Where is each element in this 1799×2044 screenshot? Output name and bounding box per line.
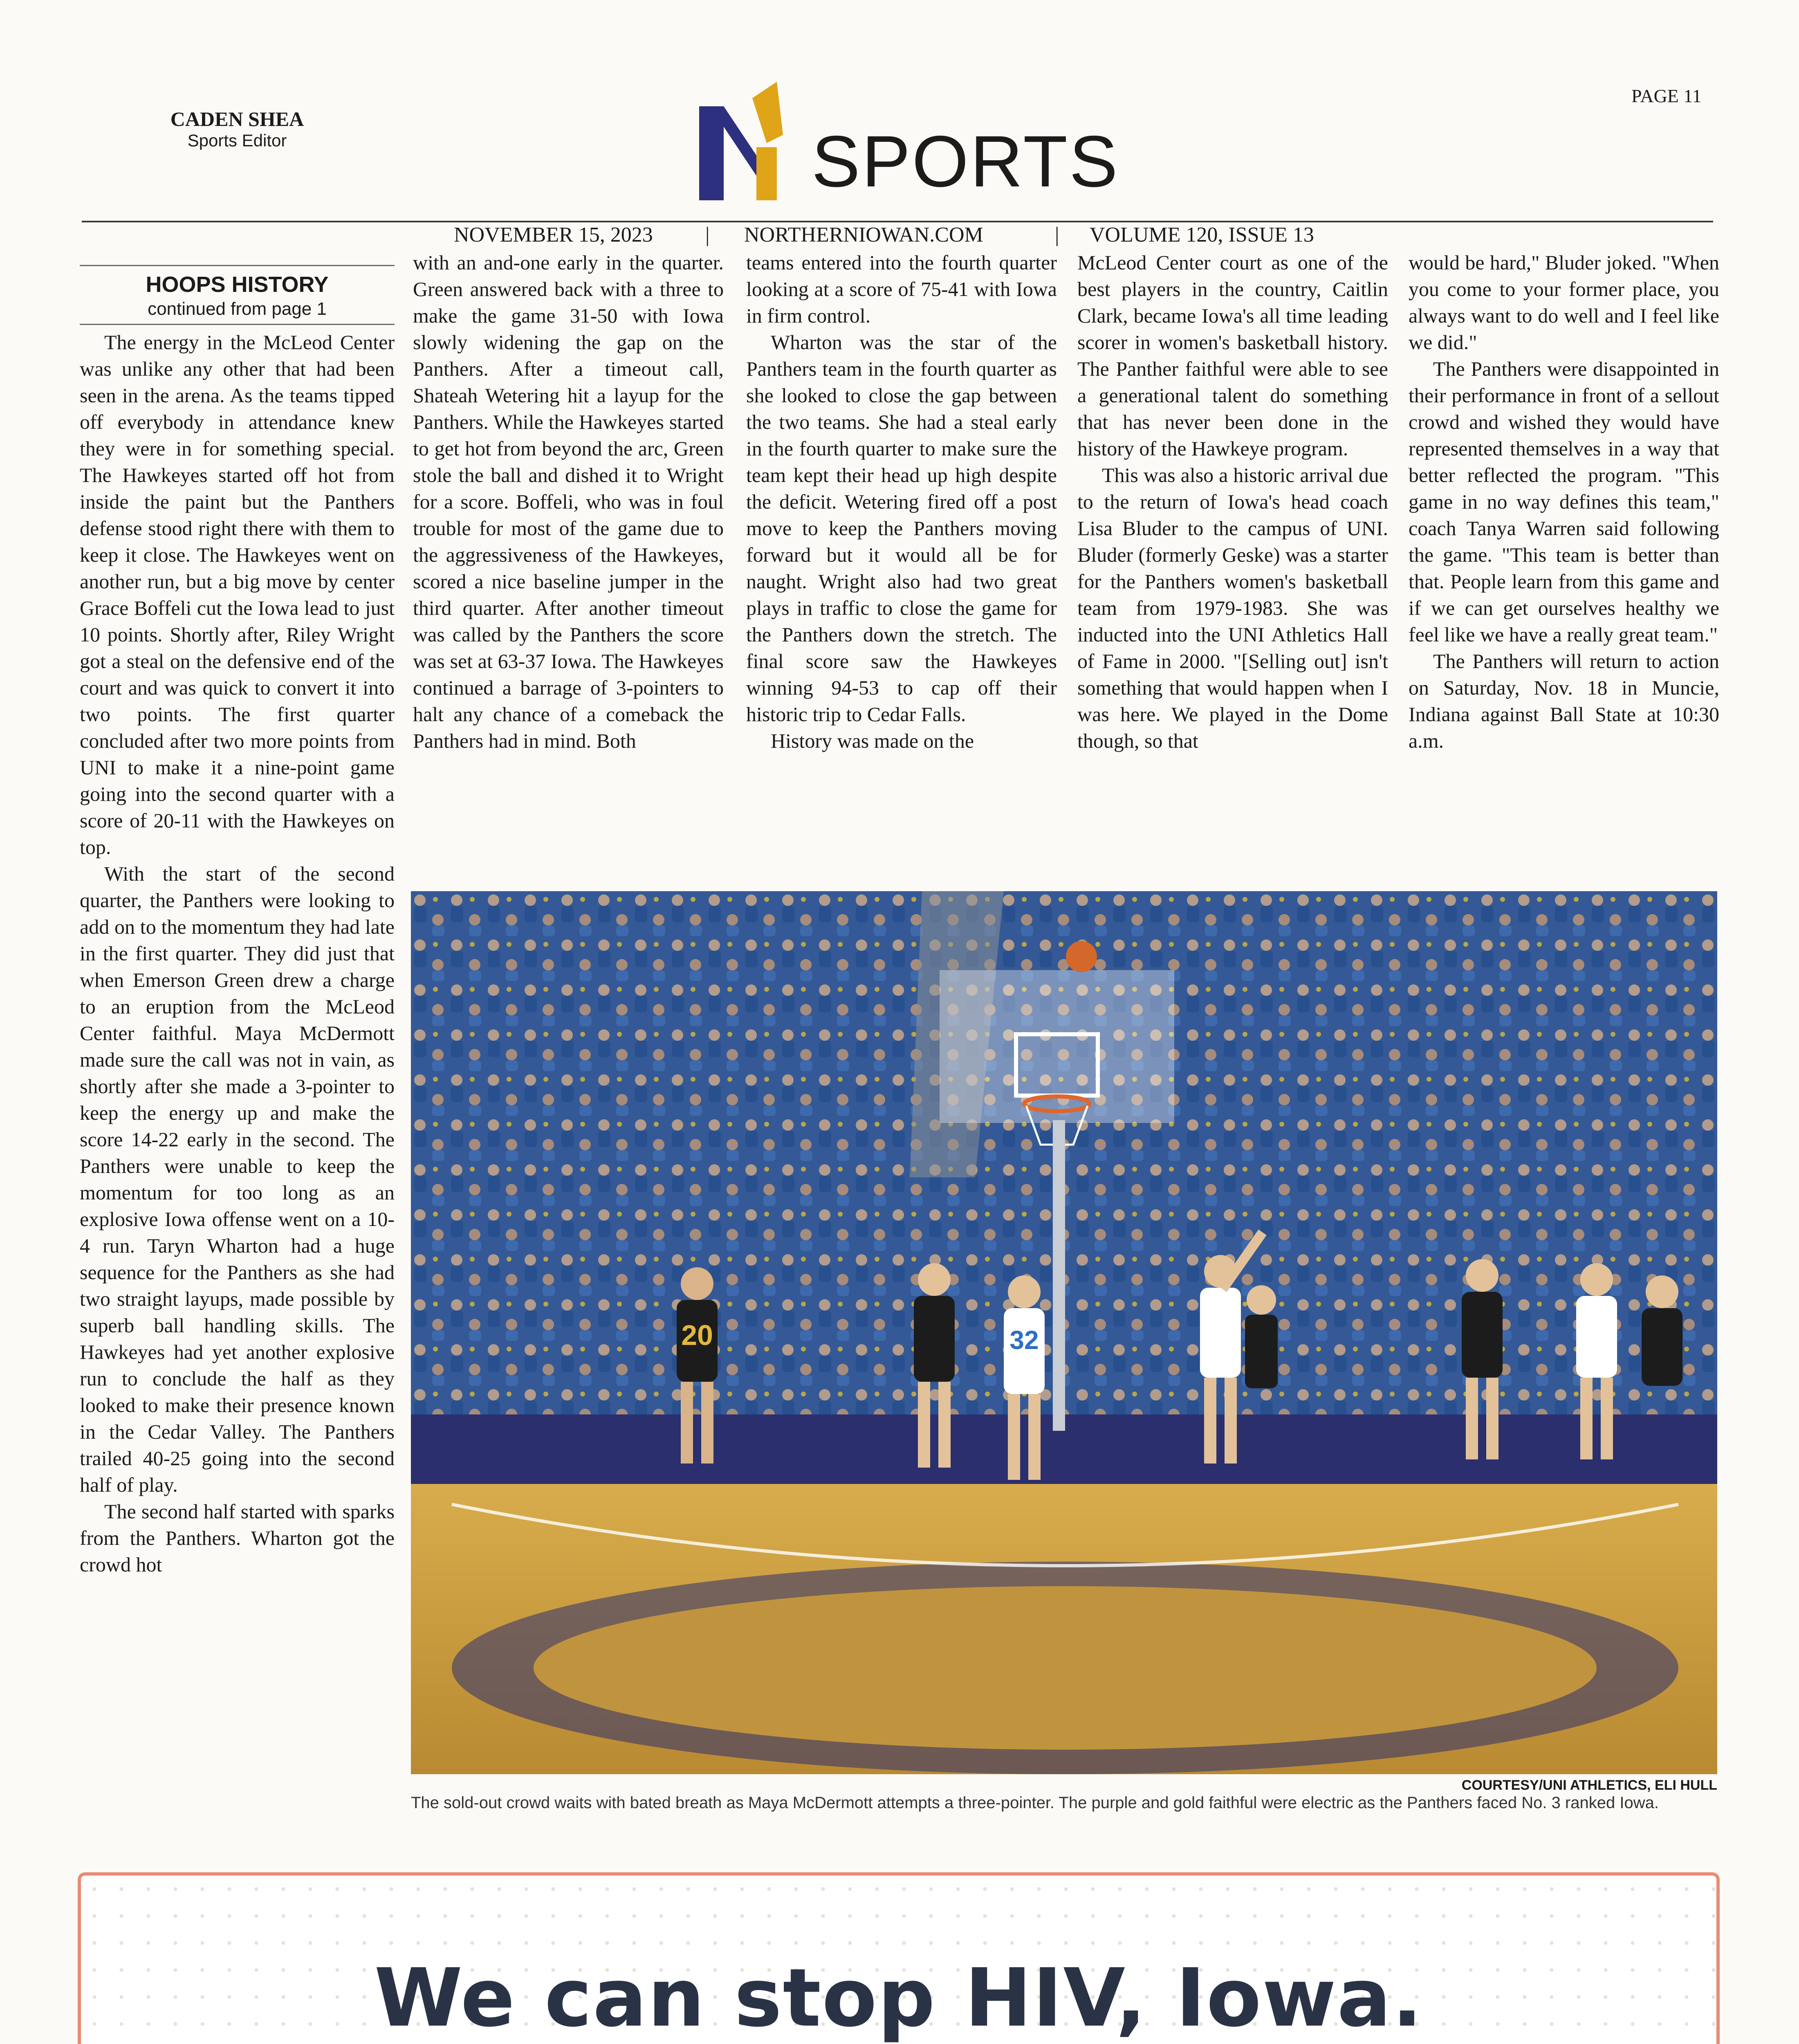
paragraph: History was made on the — [771, 729, 974, 752]
article-column-1 — [80, 329, 395, 1578]
paragraph: teams entered into the fourth quarter looking at a score of 75-41 with Iowa in firm control. — [746, 251, 1057, 327]
kicker-rule-top — [80, 265, 395, 266]
article-column-4 — [1077, 249, 1388, 754]
editor-title: Sports Editor — [187, 131, 287, 150]
northern-iowan-logo-icon — [695, 82, 801, 204]
basketball-game-photo-icon — [411, 891, 1717, 1774]
paragraph: with an and-one early in the quarter. Green answered back with a three to make the game 31-50 with Iowa slowly widening the gap on the Panthers. After a timeout call, Shateah Wetering hit a layup for the Panthers. While the Hawkeyes started to get hot from beyond the arc, Green stole the ball and dished it to Wright for a score. Boffeli, who was in foul trouble for most of the game due to the aggressiveness of the Hawkeyes, scored a nice baseline jumper in the third quarter. After another timeout was called by the Panthers the score was set at 63-37 Iowa. The Hawkeyes continued a barrage of 3-pointers to halt any chance of a comeback the Panthers had in mind. Both — [413, 251, 724, 752]
kicker-rule-bottom — [80, 324, 395, 325]
volume-issue: VOLUME 120, ISSUE 13 — [1090, 223, 1314, 247]
section-title: SPORTS — [812, 121, 1119, 202]
article-kicker: HOOPS HISTORY — [146, 272, 329, 297]
article-column-5 — [1409, 249, 1719, 754]
paragraph: The energy in the McLeod Center was unlike any other that had been seen in the arena. As the teams tipped off everybody in attendance knew they were in for something special. The Hawkeyes started off hot from inside the paint but the Panthers defense stood right there with them to keep it close. The Hawkeyes went on another run, but a big move by center Grace Boffeli cut the Iowa lead to just 10 points. Shortly after, Riley Wright got a steal on the defensive end of the court and was quick to convert it into two points. The first quarter concluded after two more points from UNI to make it a nine-point game going into the second quarter with a score of 20-11 with the Hawkeyes on top. — [80, 331, 395, 858]
paragraph: The Panthers were disappointed in their performance in front of a sellout crowd and wished they would have represented themselves in a way that better reflected the program. "This game in no way defines this team," coach Tanya Warren said following the game. "This team is better than that. People learn from this game and if we can get ourselves healthy we feel like we have a really great team." — [1409, 357, 1719, 646]
paragraph: The second half started with sparks from the Panthers. Wharton got the crowd hot — [80, 1500, 395, 1576]
stop-hiv-iowa-ad — [78, 1872, 1720, 2044]
dateline-divider: | — [705, 223, 710, 247]
jersey-number: 20 — [681, 1319, 713, 1351]
paragraph: With the start of the second quarter, the Panthers were looking to add on to the momentum they had late in the first quarter. They did just that when Emerson Green drew a charge to an eruption from the McLeod Center faithful. Maya McDermott made sure the call was not in vain, as shortly after she made a 3-pointer to keep the energy up and make the score 14-22 early in the second. The Panthers were unable to keep the momentum for too long as an explosive Iowa offense went on a 10-4 run. Taryn Wharton had a huge sequence for the Panthers as she had two straight layups, made possible by superb ball handling skills. The Hawkeyes had yet another explosive run to conclude the half as they looked to make their presence known in the Cedar Valley. The Panthers trailed 40-25 going into the second half of play. — [80, 862, 395, 1496]
photo-caption: The sold-out crowd waits with bated breath as Maya McDermott attempts a three-pointer. The purple and gold faithful were electric as the Panthers faced No. 3 ranked Iowa. — [411, 1794, 1659, 1812]
article-column-2 — [413, 249, 724, 754]
issue-date: NOVEMBER 15, 2023 — [454, 223, 653, 247]
photo-credit: COURTESY/UNI ATHLETICS, ELI HULL — [1461, 1777, 1717, 1793]
editor-name: CADEN SHEA — [170, 108, 304, 130]
page-number: PAGE 11 — [1631, 85, 1702, 106]
paragraph: would be hard," Bluder joked. "When you come to your former place, you always want to do well and I feel like we did." — [1409, 251, 1719, 354]
continued-note: continued from page 1 — [148, 299, 327, 319]
dateline-divider: | — [1055, 223, 1059, 247]
paragraph: McLeod Center court as one of the best players in the country, Caitlin Clark, became Iowa's all time leading scorer in women's basketball history. The Panther faithful were able to see a generational talent do something that has never been done in the history of the Hawkeye program. — [1077, 251, 1388, 460]
article-column-3 — [746, 249, 1057, 754]
game-photo — [411, 891, 1717, 1774]
paragraph: Wharton was the star of the Panthers team in the fourth quarter as she looked to close the gap between the two teams. She had a steal early in the fourth quarter to make sure the team kept their head up high despite the deficit. Wetering fired off a post move to keep the Panthers moving forward but it would all be for naught. Wright also had two great plays in traffic to close the game for the Panthers down the stretch. The final score saw the Hawkeyes winning 94-53 to cap off their historic trip to Cedar Falls. — [746, 331, 1057, 726]
section-logo — [695, 82, 801, 204]
ad-headline: We can stop HIV, Iowa. — [374, 1952, 1423, 2044]
dateline — [409, 222, 1717, 248]
paragraph: The Panthers will return to action on Saturday, Nov. 18 in Muncie, Indiana against Ball State at 10:30 a.m. — [1409, 650, 1719, 752]
jersey-number: 32 — [1009, 1325, 1039, 1355]
website[interactable]: NORTHERNIOWAN.COM — [744, 223, 983, 247]
editor-byline — [139, 107, 335, 150]
paragraph: This was also a historic arrival due to the return of Iowa's head coach Lisa Bluder to the campus of UNI. Bluder (formerly Geske) was a starter for the Panthers women's basketball team from 1979-1983. She was inducted into the UNI Athletics Hall of Fame in 2000. "[Selling out] isn't something that would happen when I was here. We played in the Dome though, so that — [1077, 464, 1388, 752]
